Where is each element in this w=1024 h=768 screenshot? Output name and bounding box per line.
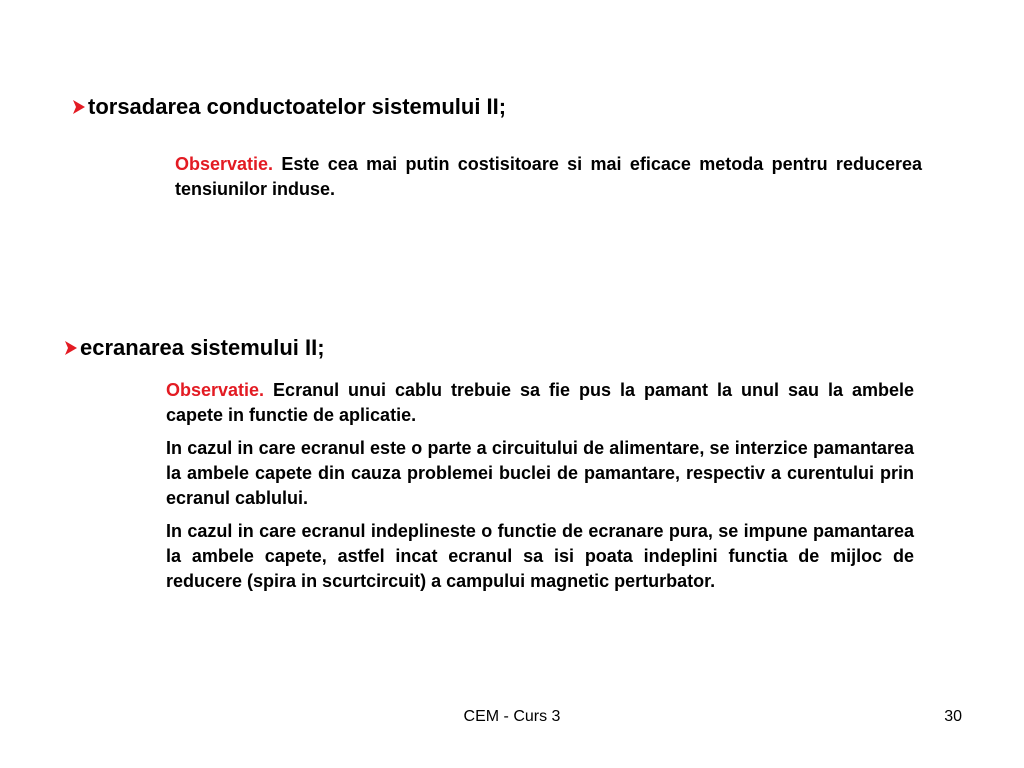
bullet-item-torsadarea: [72, 93, 506, 121]
bullet-item-ecranarea: [64, 334, 325, 362]
arrow-bullet-icon: [72, 99, 86, 115]
arrow-bullet-icon: [64, 340, 78, 356]
footer-course-label: CEM - Curs 3: [463, 708, 561, 725]
observation-paragraph: [175, 152, 922, 202]
paragraph-pure-shielding: In cazul in care ecranul indeplineste o functie de ecranare pura, se impune pamantarea la ambele capete, astfel incat ecranul sa isi poata indeplini functia de mijloc de reducere (spira in scurtcircuit) a campului magnetic perturbator.: [166, 521, 914, 591]
observation-label: Observatie.: [166, 380, 265, 400]
observation-block-2: [166, 378, 914, 602]
observation-text: Ecranul unui cablu trebuie sa fie pus la pamant la unul sau la ambele capete in functie de aplicatie.: [166, 380, 914, 425]
observation-block-1: [175, 152, 922, 210]
observation-paragraph: [166, 378, 914, 428]
paragraph-ground-loop: In cazul in care ecranul este o parte a circuitului de alimentare, se interzice pamantarea la ambele capete din cauza problemei buclei de pamantare, respectiv a curentului prin ecranul cablului.: [166, 438, 914, 508]
observation-text: Este cea mai putin costisitoare si mai eficace metoda pentru reducerea tensiunilor induse.: [175, 154, 922, 199]
bullet-heading: torsadarea conductoatelor sistemului II;: [88, 94, 507, 119]
page-number: 30: [944, 708, 962, 725]
observation-label: Observatie.: [175, 154, 274, 174]
bullet-heading: ecranarea sistemului II;: [80, 335, 325, 360]
